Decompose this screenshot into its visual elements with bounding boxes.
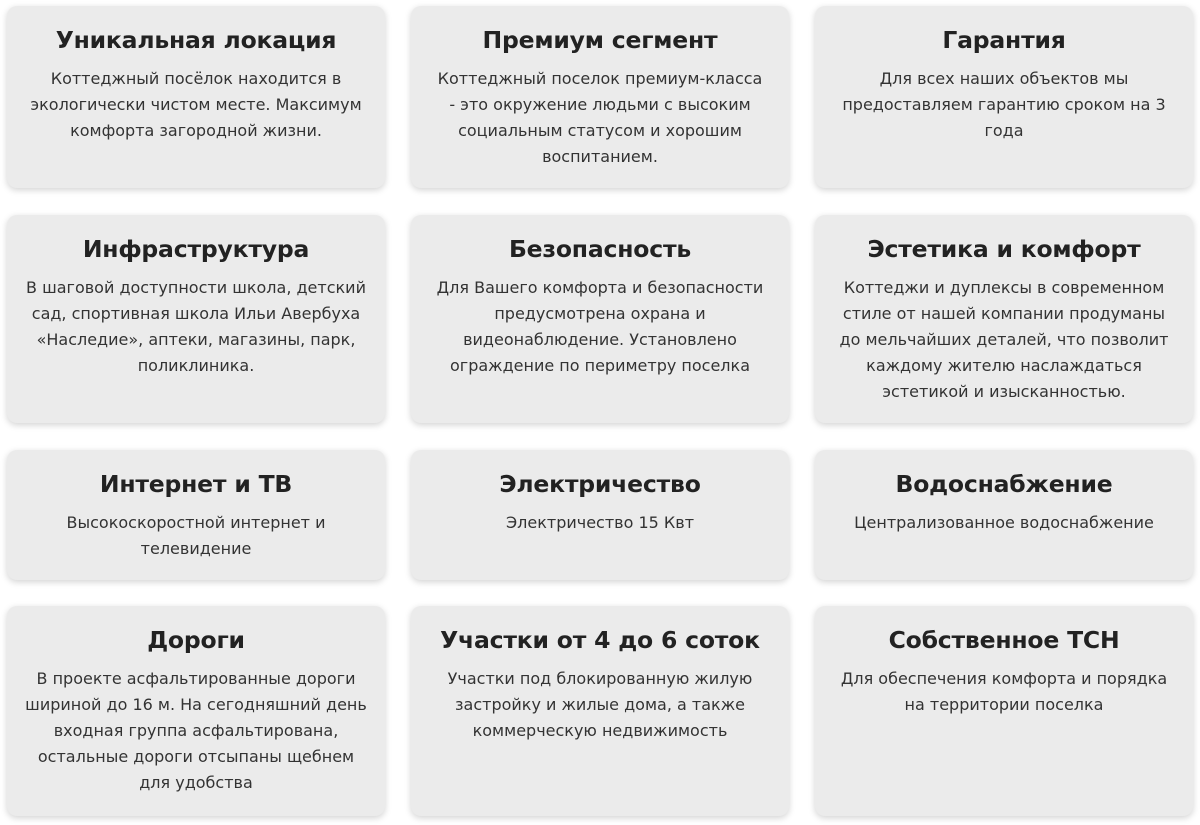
feature-card-security [411, 215, 789, 423]
feature-card-electricity [411, 450, 789, 580]
feature-card-water-supply [815, 450, 1193, 580]
feature-card-title: Уникальная локация [55, 26, 337, 54]
feature-card-hoa [815, 606, 1193, 816]
feature-card-text: Централизованное водоснабжение [854, 513, 1154, 532]
feature-card-roads [7, 606, 385, 816]
feature-card-aesthetics [815, 215, 1193, 423]
feature-card-title: Участки от 4 до 6 соток [440, 626, 760, 654]
feature-card-text: Коттеджи и дуплексы в современном стиле от нашей компании продуманы до мельчайших деталей, что позволит каждому жителю наслаждаться эстетикой и изысканностью. [839, 278, 1169, 401]
feature-card-title: Инфраструктура [82, 235, 310, 263]
feature-card-title: Водоснабжение [895, 470, 1113, 498]
feature-card-text: Для Вашего комфорта и безопасности предусмотрена охрана и видеонаблюдение. Установлено ограждение по периметру поселка [436, 278, 764, 375]
feature-card-text: Коттеджный поселок премиум-класса - это окружение людьми с высоким социальным статусом и хорошим воспитанием. [437, 69, 763, 166]
feature-card-title: Электричество [499, 470, 701, 498]
feature-card-title: Эстетика и комфорт [867, 235, 1141, 263]
feature-card-title: Гарантия [942, 26, 1066, 54]
feature-card-plots [411, 606, 789, 816]
feature-card-title: Премиум сегмент [482, 26, 718, 54]
feature-card-title: Дороги [147, 626, 245, 654]
feature-card-text: Участки под блокированную жилую застройку и жилые дома, а также коммерческую недвижимость [447, 669, 753, 740]
feature-card-title: Собственное ТСН [888, 626, 1120, 654]
feature-card-text: Электричество 15 Квт [505, 513, 695, 532]
feature-card-internet-tv [7, 450, 385, 580]
feature-card-premium [411, 6, 789, 188]
feature-card-guarantee [815, 6, 1193, 188]
feature-card-text: Коттеджный посёлок находится в экологически чистом месте. Максимум комфорта загородной жизни. [30, 69, 362, 140]
feature-card-text: Для всех наших объектов мы предоставляем гарантию сроком на 3 года [842, 69, 1166, 140]
feature-card-text: Для обеспечения комфорта и порядка на территории поселка [840, 669, 1168, 714]
feature-card-location [7, 6, 385, 188]
feature-card-infrastructure [7, 215, 385, 423]
feature-card-text: В шаговой доступности школа, детский сад, спортивная школа Ильи Авербуха «Наследие», аптеки, магазины, парк, поликлиника. [26, 278, 366, 375]
feature-card-text: Высокоскоростной интернет и телевидение [66, 513, 326, 558]
feature-card-title: Интернет и ТВ [99, 470, 293, 498]
feature-card-title: Безопасность [508, 235, 692, 263]
feature-card-text: В проекте асфальтированные дороги шириной до 16 м. На сегодняшний день входная группа асфальтирована, остальные дороги отсыпаны щебнем для удобства [25, 669, 367, 792]
